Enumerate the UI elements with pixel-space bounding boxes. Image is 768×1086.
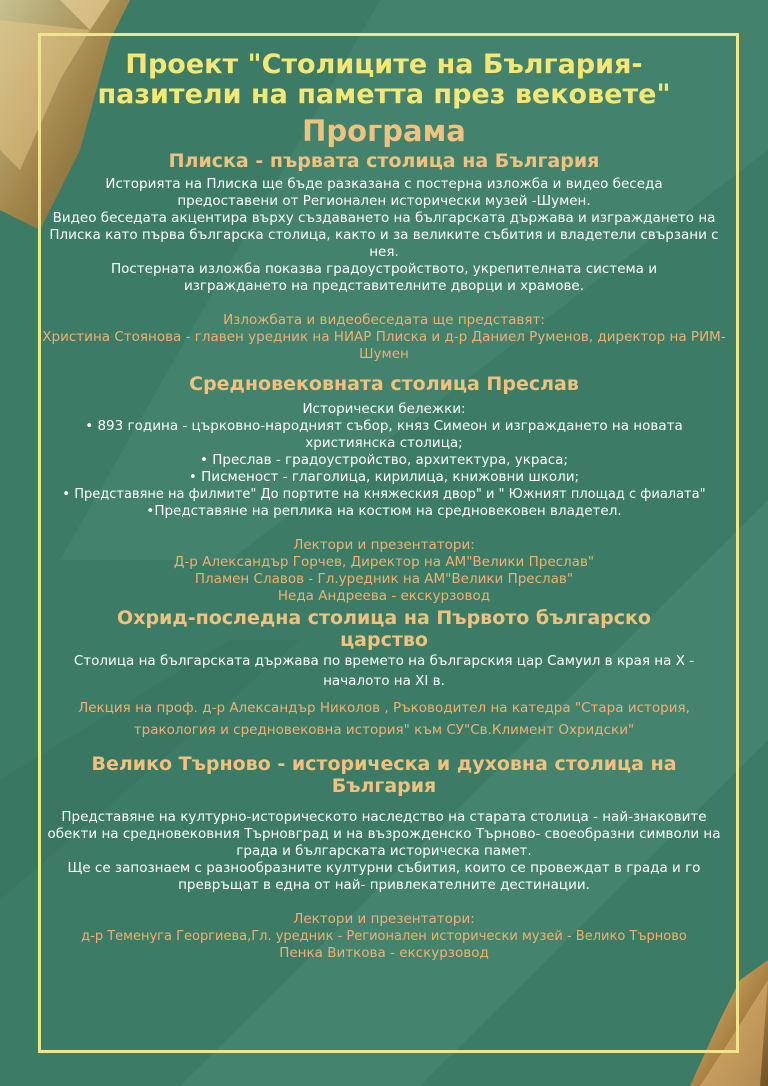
note-item: • Представяне на филмите" До портите на княжеския двор" и " Южният площад с фиалата" — [62, 487, 706, 502]
presenters-text: Христина Стоянова - главен уредник на НИАР Плиска и д-р Даниел Руменов, директор на РИМ- Шумен — [42, 329, 726, 362]
lecturer: Пламен Славов - Гл.уредник на АМ"Велики Преслав" — [194, 571, 574, 587]
note-item: • Преслав - градоустройство, архитектура, украса; — [200, 452, 568, 468]
paragraph: Историята на Плиска ще бъде разказана с постерна изложба и видео беседа предоставени от Регионален исторически музей -Шумен. — [105, 176, 663, 209]
lecturers-label: Лектори и презентатори: — [293, 911, 475, 927]
paragraph: Видео беседата акцентира върху създаването на българската държава и изграждането на Плиска като първа българска столица, както и за великите събития и владетели свързани с нея. — [49, 210, 719, 260]
paragraph: Ще се запознаем с разнообразните културни събития, които се провеждат в града и го превръщат в една от най- привлекателните дестинации. — [67, 860, 701, 893]
section-heading: Средновековната столица Преслав — [189, 373, 579, 395]
lecture-text: Лекция на проф. д-р Александър Николов , Ръководител на катедра "Стара история, тракология и средновековна история" към СУ"Св.Климент Охридски" — [78, 700, 690, 738]
lecturer: Неда Андреева - екскурзовод — [277, 588, 491, 604]
section-heading: Охрид-последна столица на Първото българско царство — [117, 607, 651, 651]
note-item: • Писменост - глаголица, кирилица, книжовни школи; — [188, 469, 580, 485]
lecturers-label: Лектори и презентатори: — [293, 537, 475, 553]
page-title: Проект "Столиците на България- пазители на паметта през вековете" — [97, 49, 671, 110]
program-heading: Програма — [302, 114, 466, 148]
note-item: • 893 година - църковно-народният събор, княз Симеон и изграждането на новата християнска столица; — [85, 418, 683, 451]
section-pliska — [30, 150, 738, 363]
presenters-label: Изложбата и видеобеседата ще представят: — [223, 312, 545, 328]
section-heading: Велико Търново - историческа и духовна столица на България — [91, 753, 677, 797]
lecturer: Пенка Виткова - екскурзовод — [279, 945, 489, 961]
paragraph: Представяне на културно-историческото наследство на старата столица - най-знаковите обекти на средновековния Търновград и на възрожденско Търново- своеобразни символи на града и българската историческа памет. — [47, 809, 721, 859]
lecturer: д-р Теменуга Георгиева,Гл. уредник - Регионален исторически музей - Велико Търново — [81, 929, 687, 944]
paragraph: Столица на българската държава по времето на българския цар Самуил в края на X - началото на XI в. — [73, 653, 695, 689]
section-ohrid — [30, 607, 738, 741]
poster-content — [30, 50, 738, 962]
section-tarnovo — [30, 753, 738, 962]
note-item: •Представяне на реплика на костюм на средновековен владетел. — [146, 503, 622, 519]
section-preslav — [30, 373, 738, 605]
paragraph: Постерната изложба показва градоустройството, укрепителната система и изграждането на представителните дворци и храмове. — [110, 261, 658, 294]
lecturer: Д-р Александър Горчев, Директор на АМ"Велики Преслав" — [173, 554, 595, 570]
section-heading: Плиска - първата столица на България — [168, 150, 600, 172]
notes-label: Исторически бележки: — [302, 401, 466, 417]
